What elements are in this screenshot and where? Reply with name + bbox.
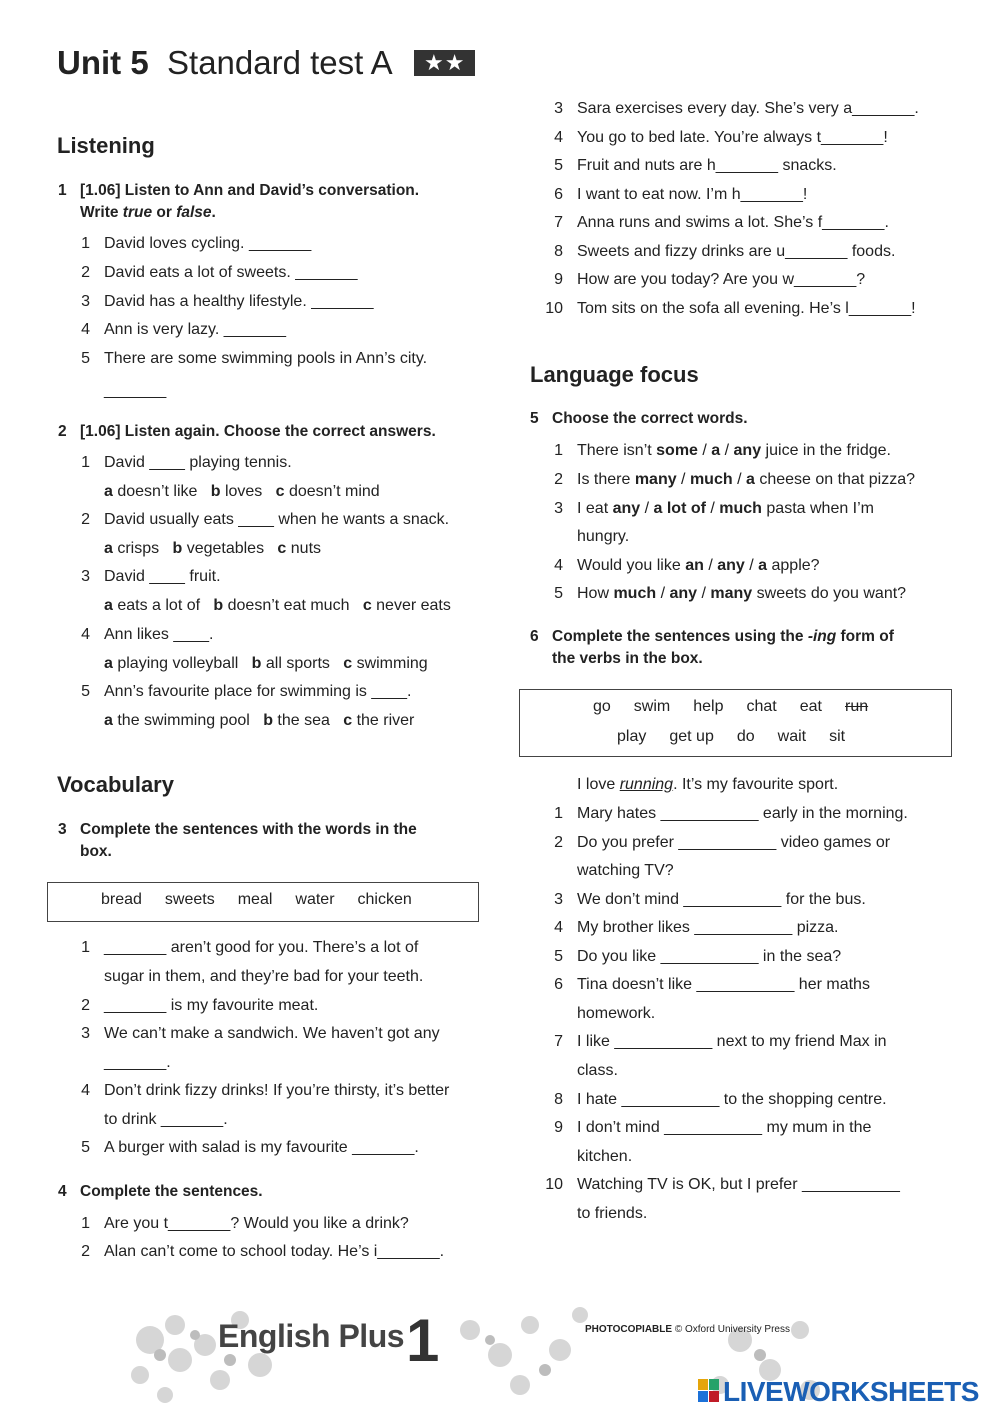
item-number: 3 [554, 500, 563, 517]
sentence-text: pasta when I’m [761, 500, 875, 517]
item-number: 2 [81, 511, 90, 529]
ex6-item [577, 1204, 647, 1224]
item-text: _______ aren’t good for you. There’s a lot of [104, 939, 419, 956]
ex2-instruction [58, 421, 500, 443]
item-number: 8 [554, 242, 563, 260]
option-letter-b: b [172, 540, 187, 558]
ex2-instr-text: [1.06] Listen again. Choose the correct answers. [80, 423, 436, 440]
brand-logo-number: 1 [406, 1307, 440, 1374]
box-word: chicken [357, 891, 412, 908]
brand-logo: English Plus [218, 1318, 405, 1354]
sentence-text: hungry. [577, 528, 630, 545]
option-letter-a: a [104, 540, 118, 558]
option-text-b[interactable]: doesn’t eat much [227, 597, 363, 615]
ex6-instr-line2: the verbs in the box. [552, 650, 703, 667]
ex3-item [104, 1110, 228, 1130]
item-number: 1 [81, 454, 90, 471]
option-letter-b: b [263, 711, 278, 729]
ex1-item [81, 292, 374, 312]
option-text-b[interactable]: vegetables [186, 540, 278, 558]
ex3-item [81, 938, 419, 958]
item-text: David has a healthy lifestyle. _______ [104, 293, 374, 310]
option-text-c[interactable]: doesn’t mind [288, 483, 380, 500]
item-text: Sara exercises every day. She’s very a_______. [577, 100, 919, 117]
ex2-options [104, 711, 414, 731]
option-text-b[interactable]: all sports [265, 654, 344, 672]
section-listening: Listening [57, 133, 155, 158]
ex4-instr-text: Complete the sentences. [80, 1183, 263, 1200]
ex3-item [81, 1081, 450, 1101]
item-text: How are you today? Are you w_______? [577, 271, 866, 288]
ex6-item [554, 1032, 887, 1052]
box-word: chat [746, 698, 777, 715]
box-word: play [617, 728, 647, 745]
item-number: 1 [554, 442, 563, 459]
box-word: meal [237, 891, 273, 908]
box-word-used: run [844, 698, 869, 715]
word-choice[interactable]: much [613, 585, 657, 602]
ex6-instruction [530, 626, 972, 670]
ex3-item [81, 1024, 440, 1044]
option-text-b[interactable]: the sea [277, 711, 344, 729]
ex2-question [81, 567, 221, 587]
option-letter-c: c [362, 597, 377, 615]
word-choice[interactable]: many [634, 471, 677, 488]
ex2-question [81, 510, 450, 530]
item-text: I want to eat now. I’m h_______! [577, 185, 808, 203]
item-text: to friends. [577, 1204, 648, 1222]
item-text: class. [577, 1061, 618, 1079]
sentence-text: / [697, 585, 711, 602]
option-letter-a: a [104, 654, 118, 672]
option-text-c[interactable]: never eats [376, 597, 451, 615]
word-choice[interactable]: much [719, 500, 762, 517]
word-choice[interactable]: any [733, 442, 762, 459]
ex6-number: 6 [530, 628, 539, 645]
ex5-instr-text: Choose the correct words. [552, 410, 748, 427]
word-choice[interactable]: many [710, 585, 753, 602]
ex1-number: 1 [58, 182, 67, 199]
word-choice[interactable]: some [656, 442, 698, 459]
option-letter-a: a [104, 483, 118, 500]
item-number: 4 [554, 919, 563, 937]
ex3-instr-line2: box. [80, 843, 112, 860]
ex6-item [554, 947, 842, 967]
unit-label: Unit 5 [57, 44, 149, 81]
item-text: A burger with salad is my favourite _______. [104, 1139, 419, 1156]
ex4-item [545, 299, 916, 319]
ex1-instr-line1: [1.06] Listen to Ann and David’s conversation. [80, 182, 420, 199]
word-choice[interactable]: a [758, 557, 768, 574]
example-answer: running [619, 776, 674, 793]
item-text: David ____ fruit. [104, 568, 221, 586]
item-text: David ____ playing tennis. [104, 454, 292, 471]
item-text: I hate ___________ to the shopping centre. [577, 1090, 887, 1108]
item-number: 9 [554, 271, 563, 288]
box-word: swim [633, 698, 671, 715]
ex5-number: 5 [530, 410, 539, 427]
word-choice[interactable]: any [669, 585, 698, 602]
option-text-a[interactable]: playing volleyball [117, 654, 252, 672]
box-word: do [736, 728, 755, 745]
ex3-item [81, 1138, 419, 1158]
ex4-item [554, 185, 808, 205]
ex3-instruction [58, 819, 480, 863]
ex2-question [81, 453, 292, 473]
ex2-options [104, 539, 321, 559]
sentence-text: sweets do you want? [752, 585, 907, 602]
ex2-number: 2 [58, 423, 67, 440]
item-number: 4 [81, 625, 90, 643]
ex2-options [104, 654, 428, 674]
ex6-example: I love running. It’s my favourite sport. [577, 776, 839, 793]
item-text: _______ is my favourite meat. [104, 997, 319, 1014]
ex4-item [81, 1242, 445, 1262]
sentence-text: / [705, 500, 720, 517]
item-text: Alan can’t come to school today. He’s i_______. [104, 1243, 445, 1260]
ex5-item [554, 556, 820, 576]
ex4-number: 4 [58, 1183, 67, 1200]
item-text: Ann is very lazy. _______ [104, 321, 287, 338]
ex6-item [545, 1175, 900, 1195]
option-letter-c: c [277, 540, 291, 558]
ex6-item [554, 890, 866, 910]
section-language-focus: Language focus [530, 362, 699, 387]
item-text: You go to bed late. You’re always t_______! [577, 128, 888, 146]
word-choice[interactable]: an [685, 557, 704, 574]
option-letter-b: b [210, 483, 225, 500]
item-number: 2 [81, 1243, 90, 1260]
item-text: There are some swimming pools in Ann’s city. [104, 350, 428, 367]
ex1-instruction [58, 180, 500, 224]
sentence-text: There isn’t [577, 442, 657, 459]
ex2-question [81, 682, 412, 702]
ex4-item [554, 242, 896, 262]
ex3-item [104, 967, 423, 987]
sentence-text: How [577, 585, 614, 602]
ex3-words [101, 891, 435, 909]
item-number: 5 [554, 947, 563, 965]
option-text-c[interactable]: swimming [356, 654, 428, 672]
item-number: 4 [554, 128, 563, 146]
item-text: homework. [577, 1004, 656, 1022]
ex5-item [554, 499, 875, 519]
item-number: 8 [554, 1090, 563, 1108]
item-number: 9 [554, 1119, 563, 1137]
item-text: We don’t mind ___________ for the bus. [577, 890, 866, 908]
sentence-text: cheese on that pizza? [754, 471, 915, 488]
item-number: 4 [81, 1082, 90, 1099]
item-text: Sweets and fizzy drinks are u_______ foods. [577, 242, 896, 260]
word-choice[interactable]: a [711, 442, 721, 459]
word-choice[interactable]: much [689, 471, 733, 488]
item-text: _______. [104, 1054, 171, 1071]
ex4-item [81, 1214, 409, 1234]
ex6-item [554, 1118, 872, 1138]
item-text: to drink _______. [104, 1111, 228, 1128]
option-text-b[interactable]: loves [224, 483, 276, 500]
item-text: _______ [104, 382, 167, 399]
ex6-words-row1 [593, 698, 891, 716]
ex1-item [81, 349, 428, 369]
item-number: 5 [81, 350, 90, 367]
sentence-text: / [697, 442, 712, 459]
sentence-text: / [640, 500, 654, 517]
box-word: wait [777, 728, 807, 745]
item-number: 4 [554, 557, 563, 574]
word-choice[interactable]: a lot of [653, 500, 706, 517]
ex1-item [81, 320, 287, 340]
item-text: I like ___________ next to my friend Max in [577, 1033, 887, 1051]
option-text-c[interactable]: nuts [290, 540, 322, 558]
option-letter-a: a [104, 597, 118, 615]
item-text: David eats a lot of sweets. _______ [104, 264, 358, 281]
word-choice[interactable]: any [717, 557, 745, 574]
item-number: 2 [81, 264, 90, 281]
item-text: I don’t mind ___________ my mum in the [577, 1119, 872, 1137]
item-text: Ann likes ____. [104, 625, 214, 643]
ex3-item [104, 1053, 171, 1073]
item-number: 6 [554, 185, 563, 203]
ex5-item [577, 527, 629, 547]
item-number: 7 [554, 1033, 563, 1051]
box-word: bread [101, 891, 142, 908]
option-text-a[interactable]: the swimming pool [117, 711, 264, 729]
item-text: kitchen. [577, 1147, 633, 1165]
item-text: watching TV? [577, 862, 674, 880]
ex1-item [81, 234, 312, 254]
sentence-text: / [732, 471, 746, 488]
item-text: Do you prefer ___________ video games or [577, 833, 891, 851]
sentence-text: / [676, 471, 690, 488]
ex6-item [577, 1061, 618, 1081]
ex4-item [554, 270, 866, 290]
option-letter-c: c [343, 711, 357, 729]
item-text: Anna runs and swims a lot. She’s f_______. [577, 214, 889, 231]
box-word: go [593, 698, 611, 715]
ex6-item [554, 804, 908, 824]
option-letter-c: c [275, 483, 289, 500]
ex1-instr-line2: Write true or false. [80, 204, 216, 221]
item-text: Watching TV is OK, but I prefer ___________ [577, 1176, 900, 1194]
word-choice[interactable]: a [745, 471, 755, 488]
box-word: water [295, 891, 335, 908]
item-number: 2 [554, 471, 563, 488]
ex6-item [554, 918, 839, 938]
item-number: 5 [81, 1139, 90, 1156]
sentence-text: Would you like [577, 557, 686, 574]
ex6-item [577, 1004, 655, 1024]
item-number: 5 [554, 585, 563, 602]
box-word: get up [669, 728, 714, 745]
item-text: Mary hates ___________ early in the morning. [577, 805, 908, 822]
item-text: Tina doesn’t like ___________ her maths [577, 976, 870, 994]
item-number: 1 [81, 1215, 90, 1232]
sentence-text: / [744, 557, 759, 574]
item-number: 1 [81, 235, 90, 252]
box-word: help [693, 698, 724, 715]
difficulty-stars: ★★ [414, 50, 475, 76]
ex2-options [104, 596, 451, 616]
liveworksheets-icon [698, 1379, 720, 1403]
ex2-question [81, 625, 214, 645]
page-title [57, 44, 475, 82]
item-text: David usually eats ____ when he wants a snack. [104, 511, 450, 529]
ex4-item [554, 99, 919, 119]
sentence-text: apple? [767, 557, 820, 574]
item-number: 7 [554, 214, 563, 231]
item-number: 5 [81, 682, 90, 700]
item-number: 10 [545, 299, 563, 317]
ex6-words-row2 [617, 728, 868, 746]
ex5-item [554, 470, 915, 490]
ex2-options [104, 482, 380, 502]
item-number: 1 [81, 939, 90, 956]
section-vocabulary: Vocabulary [57, 772, 174, 797]
option-letter-b: b [251, 654, 266, 672]
item-text: We can’t make a sandwich. We haven’t got any [104, 1025, 440, 1042]
item-text: Tom sits on the sofa all evening. He’s l_______! [577, 299, 916, 317]
ex5-item [554, 441, 891, 461]
option-text-c[interactable]: the river [356, 711, 415, 729]
ex3-item [81, 996, 319, 1016]
item-text: sugar in them, and they’re bad for your teeth. [104, 968, 424, 985]
option-letter-a: a [104, 711, 118, 729]
box-word: sweets [164, 891, 215, 908]
option-text-a[interactable]: eats a lot of [117, 597, 214, 615]
item-number: 1 [554, 805, 563, 822]
item-number: 2 [81, 997, 90, 1014]
item-number: 3 [81, 568, 90, 586]
item-text: Do you like ___________ in the sea? [577, 947, 842, 965]
item-number: 4 [81, 321, 90, 338]
sentence-text: I eat [577, 500, 613, 517]
sentence-text: Is there [577, 471, 635, 488]
ex6-item [577, 861, 674, 881]
box-word: eat [799, 698, 822, 715]
item-number: 3 [81, 1025, 90, 1042]
ex1-item [104, 381, 166, 401]
ex6-item [554, 975, 870, 995]
ex4-instruction [58, 1181, 480, 1203]
box-word: sit [829, 728, 846, 745]
item-text: My brother likes ___________ pizza. [577, 919, 839, 937]
ex4-item [554, 128, 888, 148]
item-number: 2 [554, 833, 563, 851]
item-number: 3 [81, 293, 90, 310]
sentence-text: / [703, 557, 718, 574]
ex6-instr-line1: Complete the sentences using the -ing form of [552, 628, 894, 645]
option-letter-b: b [213, 597, 228, 615]
item-number: 10 [545, 1176, 563, 1194]
ex5-item [554, 584, 907, 604]
item-text: David loves cycling. _______ [104, 235, 312, 252]
option-letter-c: c [343, 654, 357, 672]
ex3-instr-line1: Complete the sentences with the words in the [80, 821, 417, 838]
item-text: Are you t_______? Would you like a drink? [104, 1215, 409, 1232]
test-label: Standard test A [167, 44, 391, 81]
item-number: 6 [554, 976, 563, 994]
ex6-item [577, 1147, 632, 1167]
ex4-item [554, 213, 889, 233]
item-number: 5 [554, 157, 563, 174]
item-text: Don’t drink fizzy drinks! If you’re thirsty, it’s better [104, 1082, 450, 1099]
ex4-item [554, 156, 837, 176]
item-text: Ann’s favourite place for swimming is ____. [104, 682, 412, 700]
ex6-item [554, 1090, 887, 1110]
liveworksheets-watermark: LIVEWORKSHEETS [698, 1376, 979, 1408]
sentence-text: juice in the fridge. [761, 442, 891, 459]
item-number: 3 [554, 890, 563, 908]
option-text-a[interactable]: doesn’t like [117, 483, 211, 500]
ex3-number: 3 [58, 821, 67, 838]
item-text: Fruit and nuts are h_______ snacks. [577, 157, 837, 174]
sentence-text: / [720, 442, 734, 459]
ex6-item [554, 833, 891, 853]
ex1-item [81, 263, 358, 283]
word-choice[interactable]: any [612, 500, 641, 517]
ex5-instruction [530, 408, 972, 430]
item-number: 3 [554, 100, 563, 117]
option-text-a[interactable]: crisps [117, 540, 173, 558]
sentence-text: / [656, 585, 670, 602]
copyright-notice: PHOTOCOPIABLE © Oxford University Press [585, 1324, 790, 1335]
